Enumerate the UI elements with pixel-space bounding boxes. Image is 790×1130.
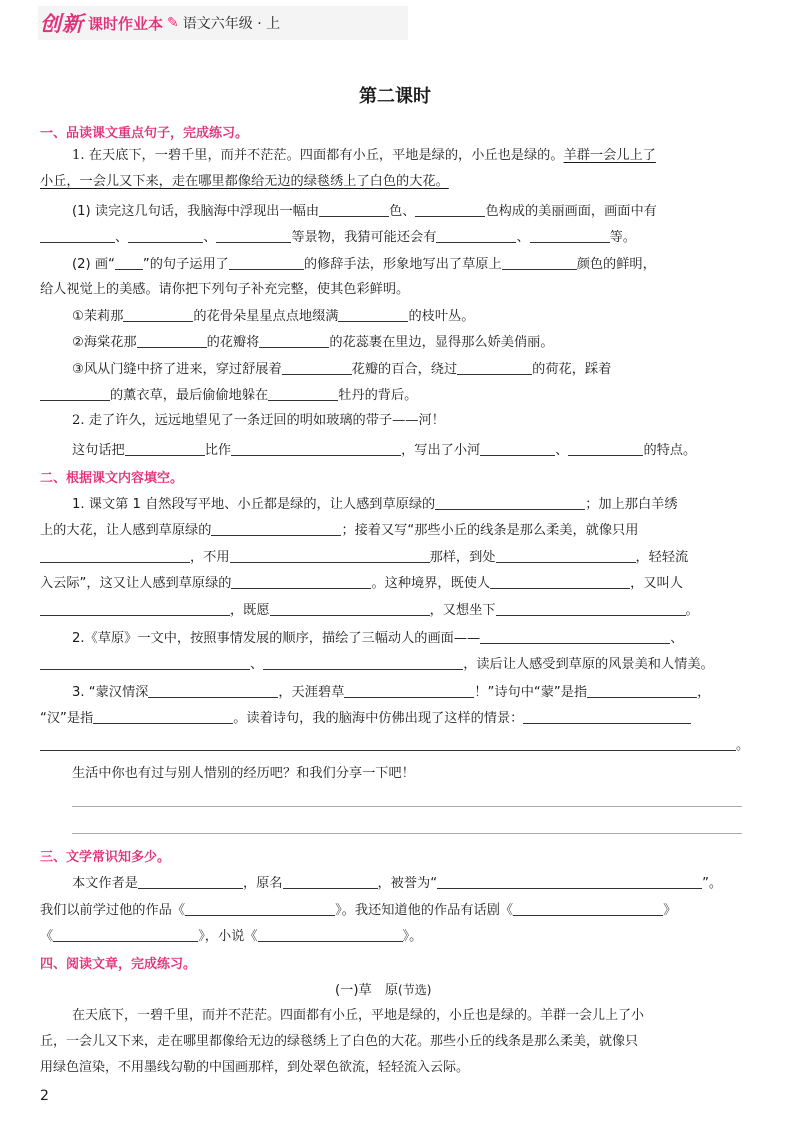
blank[interactable] (523, 708, 691, 724)
blank[interactable] (480, 440, 555, 456)
s2-l7: 、 ，读后让人感受到草原的风景美和人情美。 (40, 654, 714, 675)
blank[interactable] (568, 440, 643, 456)
blank[interactable] (216, 227, 291, 243)
q2-sentence: 2. 走了许久，远远地望见了一条迂回的明如玻璃的带子——河！ (72, 413, 445, 428)
blank[interactable] (137, 332, 207, 348)
section-2-heading: 二、根据课文内容填空。 (40, 471, 184, 486)
writing-line[interactable] (72, 806, 742, 807)
blank[interactable] (338, 306, 408, 322)
s2-l4: 入云际”，这又让人感到草原绿的 。这种境界，既使人 ，又叫人 (40, 573, 683, 594)
share-prompt: 生活中你也有过与别人惜别的经历吧？和我们分享一下吧！ (72, 766, 415, 781)
blank[interactable] (138, 873, 243, 889)
s3-l1: 本文作者是 ，原名 ，被誉为“ ”。 (72, 873, 722, 894)
blank[interactable] (259, 332, 329, 348)
blank[interactable] (530, 227, 610, 243)
blank[interactable] (415, 201, 485, 217)
blank[interactable] (457, 359, 532, 375)
q1-p6: ②海棠花那 的花瓣将 的花蕊裹在里边，显得那么娇美俏丽。 (72, 332, 554, 353)
q1-p1: (1) 读完这几句话，我脑海中浮现出一幅由 色、 色构成的美丽画面，画面中有 (72, 201, 657, 222)
q1-sentence: 1. 在天底下，一碧千里，而并不茫茫。四面都有小丘，平地是绿的，小丘也是绿的。羊群一会儿上了 (72, 148, 656, 163)
s3-l3: 《 》，小说《 》。 (40, 926, 422, 947)
blank[interactable] (502, 254, 577, 270)
blank[interactable] (258, 926, 403, 942)
reading-paragraph-line: 在天底下，一碧千里，而并不茫茫。四面都有小丘，平地是绿的，小丘也是绿的。羊群一会儿上了小 (72, 1008, 645, 1023)
writing-line[interactable] (72, 833, 742, 834)
header-banner (38, 6, 408, 40)
blank[interactable] (283, 873, 378, 889)
s2-l6: 2.《草原》一文中，按照事情发展的顺序，描绘了三幅动人的画面—— 、 (72, 628, 683, 649)
page-number: 2 (40, 1088, 49, 1104)
blank[interactable] (270, 600, 430, 616)
series-name: 课时作业本 (88, 14, 164, 33)
reading-paragraph-line: 丘，一会儿又下来，走在哪里都像给无边的绿毯绣上了白色的大花。那些小丘的线条是那么柔美，就像只 (40, 1034, 639, 1049)
blank[interactable] (282, 359, 352, 375)
blank[interactable] (128, 227, 203, 243)
blank[interactable] (263, 654, 463, 670)
blank[interactable] (231, 440, 401, 456)
blank[interactable] (125, 440, 205, 456)
blank[interactable] (40, 547, 190, 563)
reading-paragraph-line: 用绿色渲染，不用墨线勾勒的中国画那样，到处翠色欲流，轻轻流入云际。 (40, 1060, 470, 1075)
page-title: 第二课时 (359, 86, 431, 107)
blank[interactable] (40, 735, 736, 751)
blank[interactable] (344, 682, 474, 698)
q1-p5: ①茉莉那 的花骨朵星星点点地缀满 的枝叶丛。 (72, 306, 474, 327)
q1-p3: (2) 画“ ”的句子运用了 的修辞手法，形象地写出了草原上 颜色的鲜明， (72, 254, 656, 275)
blank[interactable] (211, 520, 341, 536)
s2-l10: 。 (40, 735, 749, 756)
blank[interactable] (490, 573, 630, 589)
blank[interactable] (53, 926, 198, 942)
q1-p8: 的薰衣草，最后偷偷地躲在 牡丹的背后。 (40, 385, 417, 406)
q2-answer: 这句话把 比作 ，写出了小河 、 的特点。 (72, 440, 696, 461)
section-4-heading: 四、阅读文章，完成练习。 (40, 957, 197, 972)
s2-l9: “汉”是指 。读着诗句，我的脑海中仿佛出现了这样的情景： (40, 708, 691, 729)
blank[interactable] (231, 573, 371, 589)
blank[interactable] (115, 254, 143, 270)
blank[interactable] (268, 385, 338, 401)
s2-l3: ，不用 那样，到处 ，轻轻流 (40, 547, 688, 568)
reading-title: (一)草 原(节选) (335, 983, 432, 998)
blank[interactable] (435, 494, 585, 510)
q1-p2: 、 、 等景物，我猜可能还会有 、 等。 (40, 227, 636, 248)
blank[interactable] (513, 900, 663, 916)
q1-p7: ③风从门缝中挤了进来，穿过舒展着 花瓣的百合，绕过 的荷花，踩着 (72, 359, 611, 380)
blank[interactable] (185, 900, 335, 916)
blank[interactable] (230, 547, 430, 563)
s2-l8: 3. “蒙汉情深 ，天涯碧草 ！”诗句中“蒙”是指 ， (72, 682, 710, 703)
s2-l1: 1. 课文第 1 自然段写平地、小丘都是绿的，让人感到草原绿的 ；加上那白羊绣 (72, 494, 678, 515)
q1-p4: 给人视觉上的美感。请你把下列句子补充完整，使其色彩鲜明。 (40, 282, 410, 297)
blank[interactable] (496, 547, 636, 563)
blank[interactable] (496, 600, 686, 616)
s3-l2: 我们以前学过他的作品《 》。我还知道他的作品有话剧《 》 (40, 900, 676, 921)
blank[interactable] (319, 201, 389, 217)
brand-logo: 创新 (40, 12, 84, 36)
grade-label: 语文六年级 · 上 (182, 16, 281, 32)
blank[interactable] (437, 873, 702, 889)
blank[interactable] (40, 385, 110, 401)
blank[interactable] (40, 654, 250, 670)
blank[interactable] (123, 306, 193, 322)
blank[interactable] (587, 682, 697, 698)
section-1-heading: 一、品读课文重点句子，完成练习。 (40, 126, 249, 141)
blank[interactable] (40, 227, 115, 243)
pen-icon: ✎ (167, 15, 179, 31)
blank[interactable] (480, 628, 670, 644)
blank[interactable] (93, 708, 233, 724)
s2-l2: 上的大花，让人感到草原绿的 ；接着又写“那些小丘的线条是那么柔美，就像只用 (40, 520, 638, 541)
blank[interactable] (436, 227, 516, 243)
blank[interactable] (40, 600, 230, 616)
blank[interactable] (229, 254, 304, 270)
q1-sentence-cont: 小丘，一会儿又下来，走在哪里都像给无边的绿毯绣上了白色的大花。 (40, 174, 449, 189)
blank[interactable] (148, 682, 278, 698)
s2-l5: ，既愿 ，又想坐下 。 (40, 600, 699, 621)
section-3-heading: 三、文学常识知多少。 (40, 850, 171, 865)
